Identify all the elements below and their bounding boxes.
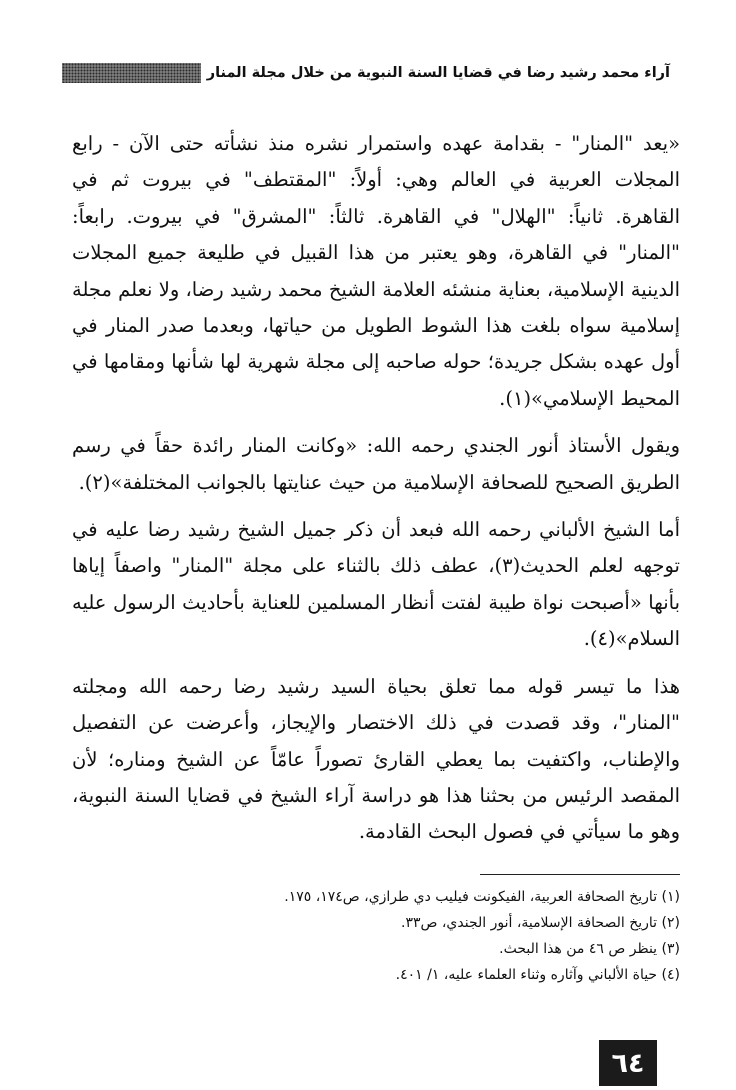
footnote-3: (٣) ينظر ص ٤٦ من هذا البحث. bbox=[499, 941, 680, 957]
paragraph-quote-almanar: «يعد "المنار" - بقدامة عهده واستمرار نشره منذ نشأته حتى الآن - رابع المجلات العربية في العالم وهي: أولاً: "المقتطف" في بيروت ثم في القاهرة. ثانياً: "الهلال" في القاهرة. ثالثاً: "المشرق" في بيروت. رابعاً: "المنار" في القاهرة، وهو يعتبر من هذا القبيل في طليعة جميع المجلات الدينية الإسلامية، بعناية منشئه العلامة الشيخ محمد رشيد رضا، ولا نعلم مجلة إسلامية سواه بلغت هذا الشوط الطويل من حياتها، وبعدما صدر المنار في أول عهده بشكل جريدة؛ حوله صاحبه إلى مجلة شهرية لها شأنها ومقامها في المحيط الإسلامي»(١). bbox=[72, 132, 680, 410]
main-text bbox=[72, 126, 680, 862]
running-header bbox=[62, 60, 670, 86]
paragraph-jundi: ويقول الأستاذ أنور الجندي رحمه الله: «وكانت المنار رائدة حقاً في رسم الطريق الصحيح للصحافة الإسلامية من حيث عنايتها بالجوانب المختلفة»(٢). bbox=[72, 434, 680, 494]
footnote-2: (٢) تاريخ الصحافة الإسلامية، أنور الجندي، ص٣٣. bbox=[401, 915, 680, 931]
footnote-1: (١) تاريخ الصحافة العربية، الفيكونت فيليب دي طرازي، ص١٧٤، ١٧٥. bbox=[284, 889, 680, 905]
header-decorative-band bbox=[62, 63, 201, 83]
page-number: ٦٤ bbox=[599, 1040, 657, 1086]
footnote-separator bbox=[480, 874, 680, 875]
paragraph-albani: أما الشيخ الألباني رحمه الله فبعد أن ذكر جميل الشيخ رشيد رضا عليه في توجهه لعلم الحديث(٣)، عطف ذلك بالثناء على مجلة "المنار" واصفاً إياها بأنها «أصبحت نواة طيبة لفتت أنظار المسلمين للعناية بأحاديث الرسول عليه السلام»(٤). bbox=[72, 518, 680, 651]
footnote-4: (٤) حياة الألباني وآثاره وثناء العلماء عليه، ١/ ٤٠١. bbox=[395, 967, 680, 983]
footnotes bbox=[72, 884, 680, 988]
paragraph-conclusion: هذا ما تيسر قوله مما تعلق بحياة السيد رشيد رضا رحمه الله ومجلته "المنار"، وقد قصدت في ذلك الاختصار والإيجاز، وأعرضت عن التفصيل والإطناب، واكتفيت بما يعطي القارئ تصوراً عامّاً عن الشيخ ومناره؛ لأن المقصد الرئيس من بحثنا هذا هو دراسة آراء الشيخ في قضايا السنة النبوية، وهو ما سيأتي في فصول البحث القادمة. bbox=[72, 674, 681, 844]
header-title: آراء محمد رشيد رضا في قضايا السنة النبوية من خلال مجلة المنار bbox=[206, 65, 670, 81]
